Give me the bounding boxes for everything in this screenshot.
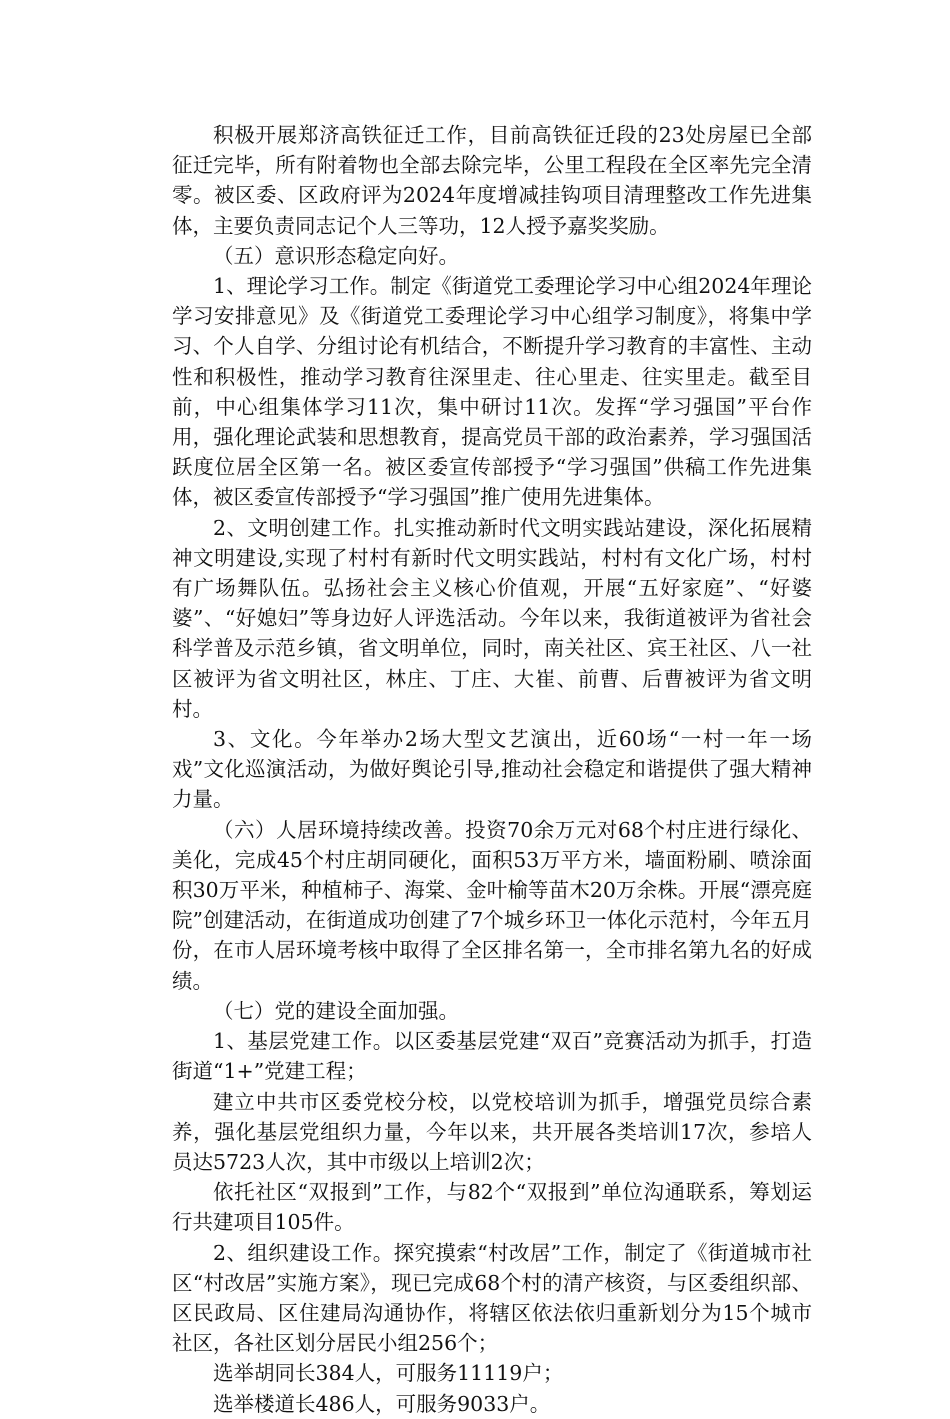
- paragraph: 积极开展郑济高铁征迁工作，目前高铁征迁段的23处房屋已全部征迁完毕，所有附着物也全部去除完毕，公里工程段在全区率先完全清零。被区委、区政府评为2024年度增减挂钩项目清理整改工作先进集体，主要负责同志记个人三等功，12人授予嘉奖奖励。: [172, 123, 812, 238]
- section-heading: （五）意识形态稳定向好。: [213, 243, 459, 268]
- paragraph: （六）人居环境持续改善。投资70余万元对68个村庄进行绿化、美化，完成45个村庄胡同硬化，面积53万平方米，墙面粉刷、喷涂面积30万平米，种植柿子、海棠、金叶榆等苗木20万余株。开展“漂亮庭院”创建活动，在街道成功创建了7个城乡环卫一体化示范村，今年五月份，在市人居环境考核中取得了全区排名第一，全市排名第九名的好成绩。: [172, 817, 812, 993]
- paragraph: 2、文明创建工作。扎实推动新时代文明实践站建设，深化拓展精神文明建设,实现了村村有新时代文明实践站，村村有文化广场，村村有广场舞队伍。弘扬社会主义核心价值观，开展“五好家庭”、“好婆婆”、“好媳妇”等身边好人评选活动。今年以来，我街道被评为省社会科学普及示范乡镇，省文明单位，同时，南关社区、宾王社区、八一社区被评为省文明社区，林庄、丁庄、大崔、前曹、后曹被评为省文明村。: [172, 515, 812, 721]
- document-body: [172, 120, 812, 1419]
- paragraph: 选举楼道长486人，可服务9033户。: [213, 1391, 551, 1416]
- paragraph: 2、组织建设工作。探究摸索“村改居”工作，制定了《街道城市社区“村改居”实施方案》，现已完成68个村的清产核资，与区委组织部、区民政局、区住建局沟通协作，将辖区依法依归重新划分为15个城市社区，各社区划分居民小组256个；: [172, 1240, 812, 1356]
- paragraph: 选举胡同长384人，可服务11119户；: [213, 1361, 564, 1386]
- paragraph: 建立中共市区委党校分校，以党校培训为抓手，增强党员综合素养，强化基层党组织力量，今年以来，共开展各类培训17次，参培人员达5723人次，其中市级以上培训2次；: [172, 1089, 812, 1174]
- paragraph: 1、理论学习工作。制定《街道党工委理论学习中心组2024年理论学习安排意见》及《街道党工委理论学习中心组学习制度》，将集中学习、个人自学、分组讨论有机结合，不断提升学习教育的丰富性、主动性和积极性，推动学习教育往深里走、往心里走、往实里走。截至目前，中心组集体学习11次，集中研讨11次。发挥“学习强国”平台作用，强化理论武装和思想教育，提高党员干部的政治素养，学习强国活跃度位居全区第一名。被区委宣传部授予“学习强国”供稿工作先进集体，被区委宣传部授予“学习强国”推广使用先进集体。: [172, 274, 812, 510]
- paragraph: 1、基层党建工作。以区委基层党建“双百”竞赛活动为抓手，打造街道“1+”党建工程；: [172, 1029, 812, 1084]
- paragraph: 3、文化。今年举办2场大型文艺演出，近60场“一村一年一场戏”文化巡演活动，为做好舆论引导,推动社会稳定和谐提供了强大精神力量。: [172, 727, 812, 812]
- paragraph: 依托社区“双报到”工作，与82个“双报到”单位沟通联系，筹划运行共建项目105件。: [172, 1180, 812, 1235]
- section-heading: （七）党的建设全面加强。: [213, 998, 459, 1023]
